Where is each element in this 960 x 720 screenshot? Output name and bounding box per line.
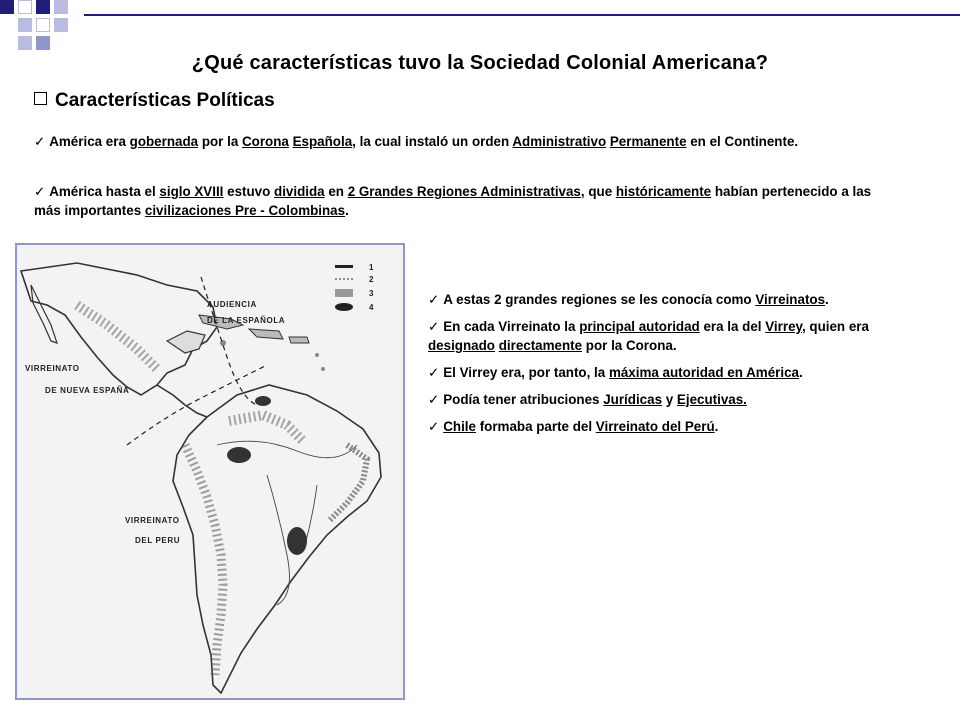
checkmark-icon: ✓: [428, 392, 440, 407]
underlined-term: civilizaciones Pre - Colombinas: [144, 203, 346, 218]
checkbox-bullet-icon: [34, 92, 47, 105]
text-run: El Virrey era, por tanto, la: [443, 365, 609, 380]
text-run: por la Corona.: [582, 338, 677, 353]
underlined-term: Administrativo: [512, 134, 607, 149]
map-label-del-peru: DEL PERU: [135, 536, 181, 545]
bullet-item: [428, 390, 880, 409]
text-run: estuvo: [223, 184, 275, 199]
underlined-term: Virreinatos: [755, 292, 826, 307]
text-run: y: [662, 392, 677, 407]
paragraph-1: [34, 132, 890, 151]
text-run: .: [345, 203, 349, 218]
checkmark-icon: ✓: [428, 319, 440, 334]
underlined-term: Jurídicas: [603, 392, 663, 407]
text-run: América hasta el: [49, 184, 160, 199]
text-run: En cada Virreinato la: [443, 319, 580, 334]
underlined-term: Española: [292, 134, 353, 149]
bullet-item: [428, 417, 880, 436]
bullet-item: [428, 317, 880, 355]
right-bullet-list: [428, 290, 880, 444]
underlined-term: principal autoridad: [579, 319, 700, 334]
map-label-nueva-espana: DE NUEVA ESPAÑA: [45, 386, 130, 395]
text-run: en: [324, 184, 348, 199]
paragraph-2: [34, 182, 890, 220]
text-run: en el Continente.: [686, 134, 799, 149]
legend-label-4: 4: [369, 303, 375, 312]
map-label-virreinato-peru: VIRREINATO: [125, 516, 180, 525]
text-run: , quien era: [801, 319, 869, 334]
text-run: .: [825, 292, 829, 307]
text-run: A estas 2 grandes regiones se les conocía como: [443, 292, 756, 307]
underlined-term: Permanente: [609, 134, 687, 149]
text-run: por la: [198, 134, 242, 149]
text-run: , que: [580, 184, 616, 199]
checkmark-icon: ✓: [34, 184, 46, 199]
underlined-term: Virrey: [765, 319, 802, 334]
section-heading-text: Características Políticas: [55, 90, 275, 111]
map-label-audiencia: AUDIENCIA: [207, 300, 257, 309]
underlined-term: Virreinato del Perú: [595, 419, 715, 434]
text-run: América era: [49, 134, 130, 149]
underlined-term: Ejecutivas.: [676, 392, 747, 407]
checkmark-icon: ✓: [428, 419, 440, 434]
underlined-term: siglo XVIII: [159, 184, 224, 199]
text-run: Podía tener atribuciones: [443, 392, 604, 407]
underlined-term: Chile: [443, 419, 476, 434]
text-run: .: [714, 419, 719, 434]
text-run: .: [798, 365, 803, 380]
legend-label-2: 2: [369, 275, 375, 284]
checkmark-icon: ✓: [428, 292, 440, 307]
text-run: , la cual instaló un orden: [352, 134, 513, 149]
header-rule: [84, 14, 960, 16]
underlined-term: gobernada: [129, 134, 199, 149]
underlined-term: máxima autoridad en América: [608, 365, 799, 380]
underlined-term: directamente: [498, 338, 583, 353]
map-label-virreinato-nueva: VIRREINATO: [25, 364, 80, 373]
section-heading: [34, 90, 275, 112]
text-run: formaba parte del: [475, 419, 596, 434]
underlined-term: históricamente: [615, 184, 712, 199]
page-title: ¿Qué características tuvo la Sociedad Colonial Americana?: [191, 52, 769, 74]
bullet-item: [428, 363, 880, 382]
legend-label-1: 1: [369, 263, 375, 272]
checkmark-icon: ✓: [428, 365, 440, 380]
text-run: era la del: [699, 319, 766, 334]
underlined-term: 2 Grandes Regiones Administrativas: [347, 184, 581, 199]
map-label-espanola: DE LA ESPAÑOLA: [207, 316, 286, 325]
checkmark-icon: ✓: [34, 134, 46, 149]
underlined-term: designado: [428, 338, 495, 353]
legend-label-3: 3: [369, 289, 375, 298]
underlined-term: dividida: [274, 184, 325, 199]
bullet-item: [428, 290, 880, 309]
map-legend: [335, 263, 374, 312]
colonial-america-map: [15, 243, 405, 700]
text-run: habían pertenecido a las más importantes: [34, 184, 872, 218]
underlined-term: Corona: [242, 134, 289, 149]
